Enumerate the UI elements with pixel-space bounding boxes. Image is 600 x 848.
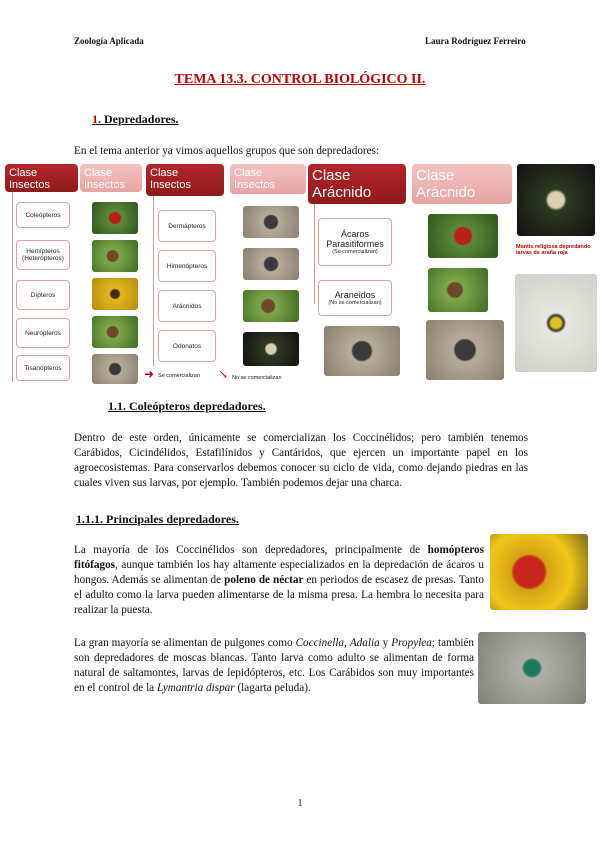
col3-title: Clase Insectos [150,167,191,191]
section-1-number: 1. [92,112,101,126]
para2-a: La mayoría de los Coccinélidos son depredadores, principalmente de [74,544,428,556]
section-1-1-1-heading: 1.1.1. Principales depredadores. [76,512,239,526]
col2-title: Clase Insectos [84,167,125,191]
orb-spider-photo [515,274,597,372]
para2-b: homópteros fitófagos [74,544,484,571]
col1-item-5: Tisanópteros [16,355,70,381]
sell-arrow-icon: ➜ [144,367,155,381]
col4-header [230,164,306,194]
col6-title: Clase Arácnido [416,167,476,201]
col3-item-4: Odonatos [158,330,216,362]
col1-item-1: Coleópteros [16,202,70,228]
ladybug-photo [92,202,138,234]
hymenoptera-photo [243,248,299,280]
dermaptera-photo [243,206,299,238]
para3-b: Coccinella [295,637,345,649]
section-1-1-heading: 1.1. Coleópteros depredadores. [108,399,266,413]
intro-text: En el tema anterior ya vimos aquellos grupos que son depredadores: [74,145,380,157]
mantis-caption: Mantis religiosa depredando larvas de araña roja [516,244,591,256]
ladybug-closeup-photo [490,534,588,610]
page-number: 1 [297,798,303,809]
para-coleoptera: Dentro de este orden, únicamente se comercializan los Coccinélidos; pero también tenemos Carábidos, Cicindélidos, Estafilínidos y Cantáridos, que ejercen un importante papel en los agroecosistemas. Para conservarlos debemos conocer su ciclo de vida, como dejando piedras en las cuales viven sus larvas, por ejemplo. También podemos dejar una charca. [74,432,528,489]
odonata-photo [243,332,299,366]
col1-title: Clase Insectos [9,167,50,191]
col4-title: Clase Insectos [234,167,275,191]
wasp-photo [428,268,488,312]
hemiptera-photo [92,240,138,272]
para-coccinellids [74,543,484,618]
section-1-heading [92,112,179,127]
para3-a: La gran mayoría se alimentan de pulgones como [74,637,296,649]
col3-header [146,164,224,196]
para3-c: , [344,637,350,649]
carabid-photo [478,632,586,704]
col5-item-2-label: Araneidos [334,290,376,300]
col3-connector [153,196,154,366]
para3-i: (lagarta peluda). [234,682,311,694]
col5-connector [314,204,315,304]
para3-g: ; también son depredadores de moscas blancas. Tanto larva como adulto se alimentan de forma natural de saltamontes, larvas de lepidópteros, etc. Los Carábidos son muy importantes en el control de la [74,637,475,694]
col5-item-1 [318,218,392,266]
col1-connector [12,192,13,382]
para2-d: poleno de néctar [224,574,304,586]
spider-photo [324,326,400,376]
mite-photo [428,214,498,258]
col1-item-4: Neurópteros [16,318,70,348]
col5-header [308,164,406,204]
para3-d: Adalia [349,637,380,649]
para3-h: Lymantria dispar [156,682,235,694]
col3-item-3: Arácnidos [158,290,216,322]
header-course: Zoología Aplicada [74,36,144,46]
predators-figure [0,162,600,388]
col1-header [5,164,78,192]
col2-header [80,164,142,192]
col3-item-1: Dermápteros [158,210,216,242]
arachnid-photo [243,290,299,322]
col5-title: Clase Arácnido [312,167,372,201]
header-author: Laura Rodríguez Ferreiro [425,36,526,46]
col5-item-2 [318,280,392,316]
col5-item-1-label: Ácaros Parasitiformes [326,229,384,249]
page-title: TEMA 13.3. CONTROL BIOLÓGICO II. [174,72,426,87]
neuroptera-photo [92,316,138,348]
col3-note: Se comercializan [158,373,200,379]
para3-f: Propylea [391,637,432,649]
para-aphids [74,636,474,696]
para3-e: y [379,637,392,649]
no-sell-arrow-icon: ↘ [218,367,229,381]
diptera-photo [92,278,138,310]
col1-item-3: Dípteros [16,280,70,310]
col5-item-2-sub: (No se comercializan) [328,300,382,306]
para2-c: , aunque también los hay altamente especializados en la depredación de ácaros u hongos. Además se alimentan de [74,559,484,586]
col3-item-2: Himenópteros [158,250,216,282]
mantis-photo [517,164,595,236]
section-1-label: Depredadores. [104,112,179,126]
col5-item-1-sub: (Se comercializan) [332,249,378,255]
thysanoptera-photo [92,354,138,384]
para2-e: en periodos de escasez de presas. Tanto el adulto como la larva pueden alimentarse de la misma presa. La hembra lo necesita para realizar la puesta. [74,574,485,616]
col4-note: No se comercializan [232,375,282,381]
col6-header [412,164,512,204]
fly-photo [426,320,504,380]
col1-item-2: Hemípteros (Heterópteros) [16,240,70,270]
